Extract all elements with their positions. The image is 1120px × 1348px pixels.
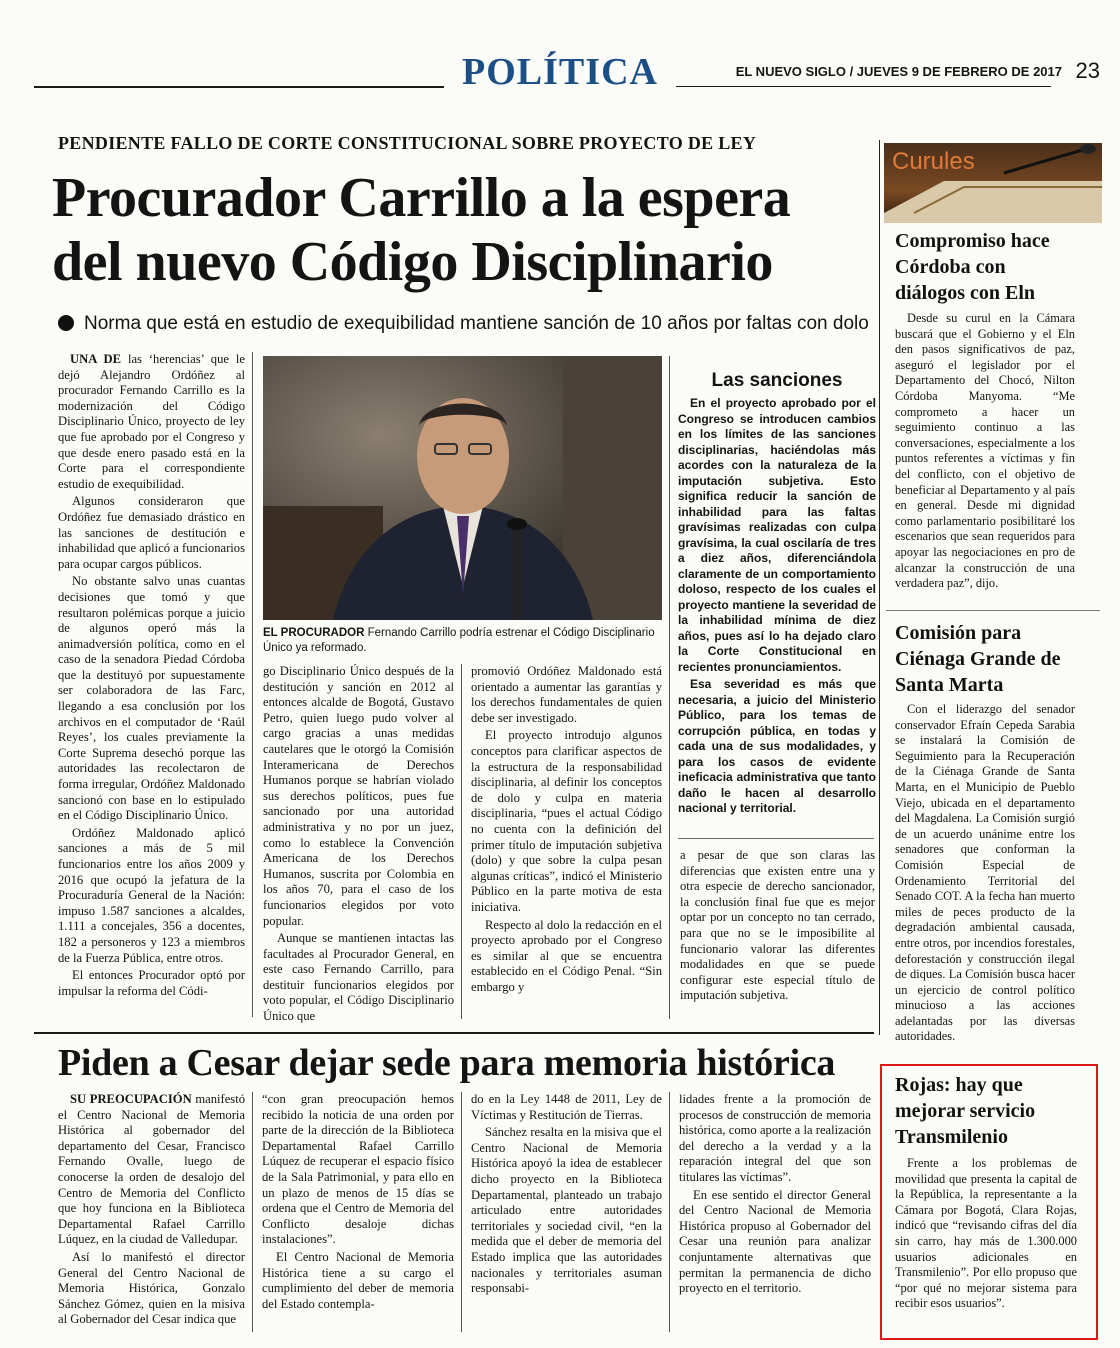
bullet-icon <box>58 315 74 331</box>
bottom-column-2 <box>262 1092 454 1314</box>
paragraph: UNA DE las ‘herencias’ que le dejó Alejandro Ordóñez al procurador Fernando Carrillo es la modernización del Código Disciplinario Único, proyecto de ley que fue aprobado por el Congreso y que desde enero pasado está en la Corte para el correspondiente estudio de exequibilidad. <box>58 352 245 491</box>
brief-title-rojas: Rojas: hay que mejorar servicio Transmilenio <box>895 1074 1036 1148</box>
column-divider <box>669 356 670 1019</box>
paragraph: Algunos consideraron que Ordóñez fue demasiado drástico en las sanciones de destitución e inhabilidad que aplicó a funcionarios para ocupar cargos públicos. <box>58 494 245 571</box>
bottom-column-4 <box>679 1092 871 1299</box>
curules-divider <box>879 140 880 1035</box>
brief-divider <box>886 610 1100 611</box>
paragraph: Ordóñez Maldonado aplicó sanciones a más de 5 mil funcionarios entre los años 2009 y 2016 que ocupó la jefatura de la Procuraduría General de la Nación: impuso 1.587 sanciones a alcaldes, 1.111 a concejales, 356 a docentes, 182 a personeros y 123 a miembros de la Fuerza Pública, entre otros. <box>58 825 245 965</box>
main-column-2 <box>263 664 454 1027</box>
paragraph: go Disciplinario Único después de la destitución y sanción en 2012 al entonces alcalde de Bogotá, Gustavo Petro, quien luego pudo volver al cargo gracias a unas medidas cautelares que le otorgó la Comisión Interamericana de Derechos Humanos porque se habrían violado sus derechos políticos, pues fue sancionado por una autoridad administrativa y no por un juez, como lo establece la Convención Americana de los Derechos Humanos, suscrita por Colombia en los años 70, para el caso de los funcionarios elegidos por voto popular. <box>263 664 454 928</box>
paragraph: Esa severidad es más que necesaria, a juicio del Ministerio Público, para los temas de corrupción pública, en todas y cada una de sus modalidades, y para los casos de evidente ineficacia administrativa que tanto daño le hacen al desarrollo nacional y territorial. <box>678 677 876 815</box>
paragraph: SU PREOCUPACIÓN manifestó el Centro Nacional de Memoria Histórica al gobernador del departamento del Cesar, Francisco Fernando Ovalle, luego de conocerse la orden de desalojo del Centro de Memoria del Conflicto que hoy funciona en la Biblioteca Departamental Rafael Carrillo Lúquez, en la ciudad de Valledupar. <box>58 1092 245 1247</box>
column-divider <box>252 352 253 1017</box>
paragraph: a pesar de que son claras las diferencias que existen entre una y otra especie de derecho sancionador, la conclusión final fue que es mejor optar por un concepto no tan cerrado, para que no se le imposibilite al funcionario valorar las diferentes modalidades en que se puede configurar este especial título de imputación subjetiva. <box>680 848 875 1003</box>
article-headline <box>52 166 852 294</box>
paragraph: El proyecto introdujo algunos conceptos para clarificar aspectos de la estructura de la responsabilidad disciplinaria, al definir los conceptos de dolo y culpa en materia disciplinaria, “pues el actual Código no cuenta con la definición del primer título de imputación subjetiva (dolo) y que sobre la culpa pesan algunas críticas”, indicó el Ministerio Público en la parte motiva de esta iniciativa. <box>471 728 662 914</box>
procurador-photo <box>263 356 662 620</box>
column-divider <box>252 1092 253 1332</box>
header-rule-right <box>676 86 1051 87</box>
article-photo <box>263 356 662 620</box>
sanciones-text <box>678 396 876 817</box>
sanciones-title: Las sanciones <box>711 370 843 391</box>
paragraph: En ese sentido el director General del Centro Nacional de Memoria Histórica propuso al Gobernador del Cesar una reunión para analizar conjuntamente alternativas que permitan la permanencia de dicho proyecto en el territorio. <box>679 1187 871 1296</box>
brief-title-cordoba: Compromiso hace Córdoba con diálogos con Eln <box>895 230 1050 304</box>
article-kicker: PENDIENTE FALLO DE CORTE CONSTITUCIONAL SOBRE PROYECTO DE LEY <box>58 133 757 153</box>
column-divider <box>461 664 462 1019</box>
paragraph: do en la Ley 1448 de 2011, Ley de Víctimas y Restitución de Tierras. <box>471 1092 662 1122</box>
paragraph: “con gran preocupación hemos recibido la noticia de una orden por parte de la dirección de la Biblioteca Departamental Rafael Carrillo Lúquez de recuperar el espacio físico de la Sala Patrimonial, y para ello en un plazo de menos de 15 días se ordena que el Centro de Memoria del Conflicto desaloje dichas instalaciones”. <box>262 1092 454 1247</box>
column-divider <box>461 1092 462 1332</box>
masthead-date: EL NUEVO SIGLO / JUEVES 9 DE FEBRERO DE 2017 <box>735 64 1062 79</box>
paragraph: Respecto al dolo la redacción en el proyecto aprobado por el Congreso es similar al que se encuentra establecido en el Código Penal. “Sin embargo y <box>471 917 662 994</box>
brief-title-cienaga: Comisión para Ciénaga Grande de Santa Marta <box>895 622 1061 696</box>
article-subhead: Norma que está en estudio de exequibilidad mantiene sanción de 10 años por faltas con dolo <box>58 313 869 335</box>
paragraph: No obstante salvo unas cuantas decisiones que tomó y que resultaron polémicas porque a juicio de algunos operó más la animadversión política, como en el caso de la senadora Piedad Córdoba que la destituyó por supuestamente ser colaboradora de las Farc, llegando a esa conclusión por los archivos en el computador de ‘Raúl Reyes’, los cuales previamente la Corte Suprema desechó porque las autoridades las recolectaron de forma irregular, Ordóñez Maldonado sancionó con base en lo estipulado en el Código Disciplinario Único. <box>58 574 245 823</box>
bottom-column-1 <box>58 1092 245 1330</box>
main-column-1 <box>58 352 245 1001</box>
headline-line-2: del nuevo Código Disciplinario <box>52 231 773 293</box>
paragraph: lidades frente a la promoción de procesos de construcción de memoria histórica, como aporte a la realización del derecho a la verdad y a la reparación integral del que son titulares las víctimas”. <box>679 1092 871 1184</box>
page-number: 23 <box>1075 58 1100 83</box>
column-divider <box>669 1092 670 1332</box>
headline-line-1: Procurador Carrillo a la espera <box>52 167 791 229</box>
main-column-4 <box>680 848 875 1006</box>
brief-text-cordoba: Desde su curul en la Cámara buscará que el Gobierno y el Eln den pasos significativos de paz, aseguró el legislador por el Departamento del Chocó, Nilton Córdoba Manyoma. “Me comprometo a hacer un seguimiento continuo a las conversaciones, especialmente a los puntos referentes a víctimas y fin del conflicto, con el objetivo de beneficiar al Departamento y al país en general. Desde mi dignidad como parlamentario posibilitaré los escenarios que sean requeridos para apoyar las negociaciones en pro de alcanzar la construcción de una verdadera paz”, dijo. <box>895 311 1075 591</box>
curules-label: Curules <box>892 148 975 175</box>
paragraph: En el proyecto aprobado por el Congreso se introducen cambios en los límites de las sanciones disciplinarias, haciéndolas más acordes con la naturaleza de la imputación subjetiva. Esto significa reducir la sanción de inhabilidad para las faltas gravísimas realizadas con culpa gravísima, la cual oscilaría de tres a diez años, diferenciándola claramente de un comportamiento doloso, respecto de los cuales el proyecto mantiene la severidad de la inhabilidad mínima de diez años, pues así lo ha dejado claro la Corte Constitucional en recientes pronunciamientos. <box>678 396 876 674</box>
brief-text-cienaga: Con el liderazgo del senador conservador Efraín Cepeda Sarabia se instalará la Comisión de Seguimiento para la Recuperación de la Ciénaga Grande de Santa Marta, en el Municipio de Pueblo Viejo, ubicada en el departamento del Magdalena. La Comisión surgió de un acuerdo unánime entre los senadores que conforman la Comisión Especial de Ordenamiento Territorial del Senado COT. A la fecha han muerto miles de peces producto de la degradación ambiental causada, entre otros, por incendios forestales, deforestación y construcción ilegal de diques. La Comisión busca hacer un ejercicio de control político minucioso a las acciones adelantadas por las diversas autoridades. <box>895 702 1075 1044</box>
paragraph: Así lo manifestó el director General del Centro Nacional de Memoria Histórica, Gonzalo Sánchez Gómez, quien en la misiva al Gobernador del Cesar indica que <box>58 1249 245 1327</box>
paragraph: promovió Ordóñez Maldonado está orientado a aumentar las garantías y los derechos fundamentales de quien debe ser investigado. <box>471 664 662 725</box>
bottom-column-3 <box>471 1092 662 1299</box>
paragraph: Aunque se mantienen intactas las facultades al Procurador General, en este caso Fernando Carrillo, para destituir funcionarios elegidos por voto popular, el Código Disciplinario Único que <box>263 931 454 1024</box>
photo-caption: EL PROCURADOR Fernando Carrillo podría estrenar el Código Disciplinario Único ya reformado. <box>263 627 655 654</box>
bottom-article-headline: Piden a Cesar dejar sede para memoria histórica <box>58 1042 836 1084</box>
sidebar-bottom-rule <box>678 838 874 839</box>
main-column-3 <box>471 664 662 997</box>
paragraph: Sánchez resalta en la misiva que el Centro Nacional de Memoria Histórica apoyó la idea de establecer dicho proyecto en la Biblioteca Departamental, planteado un trabajo articulado entre autoridades territoriales y sociedad civil, “en la medida que el deber de memoria del Estado implica que las autoridades nacionales y territoriales asuman responsabi- <box>471 1125 662 1296</box>
brief-text-rojas: Frente a los problemas de movilidad que presenta la capital de la República, la representante a la Cámara por Bogotá, Clara Rojas, indicó que “revisando cifras del día sin carro, hay más de 1.300.000 usuarios adicionales en Transmilenio”. Por ello propuso que “por qué no mejorar sistema para recibir esos usuarios”. <box>895 1156 1077 1311</box>
paragraph: El entonces Procurador optó por impulsar la reforma del Códi- <box>58 968 245 998</box>
sanciones-box <box>678 370 876 819</box>
section-title: POLÍTICA <box>0 50 1120 94</box>
paragraph: El Centro Nacional de Memoria Histórica tiene a su cargo el cumplimiento del deber de memoria del Estado contempla- <box>262 1249 454 1311</box>
bottom-article-rule <box>34 1032 874 1034</box>
